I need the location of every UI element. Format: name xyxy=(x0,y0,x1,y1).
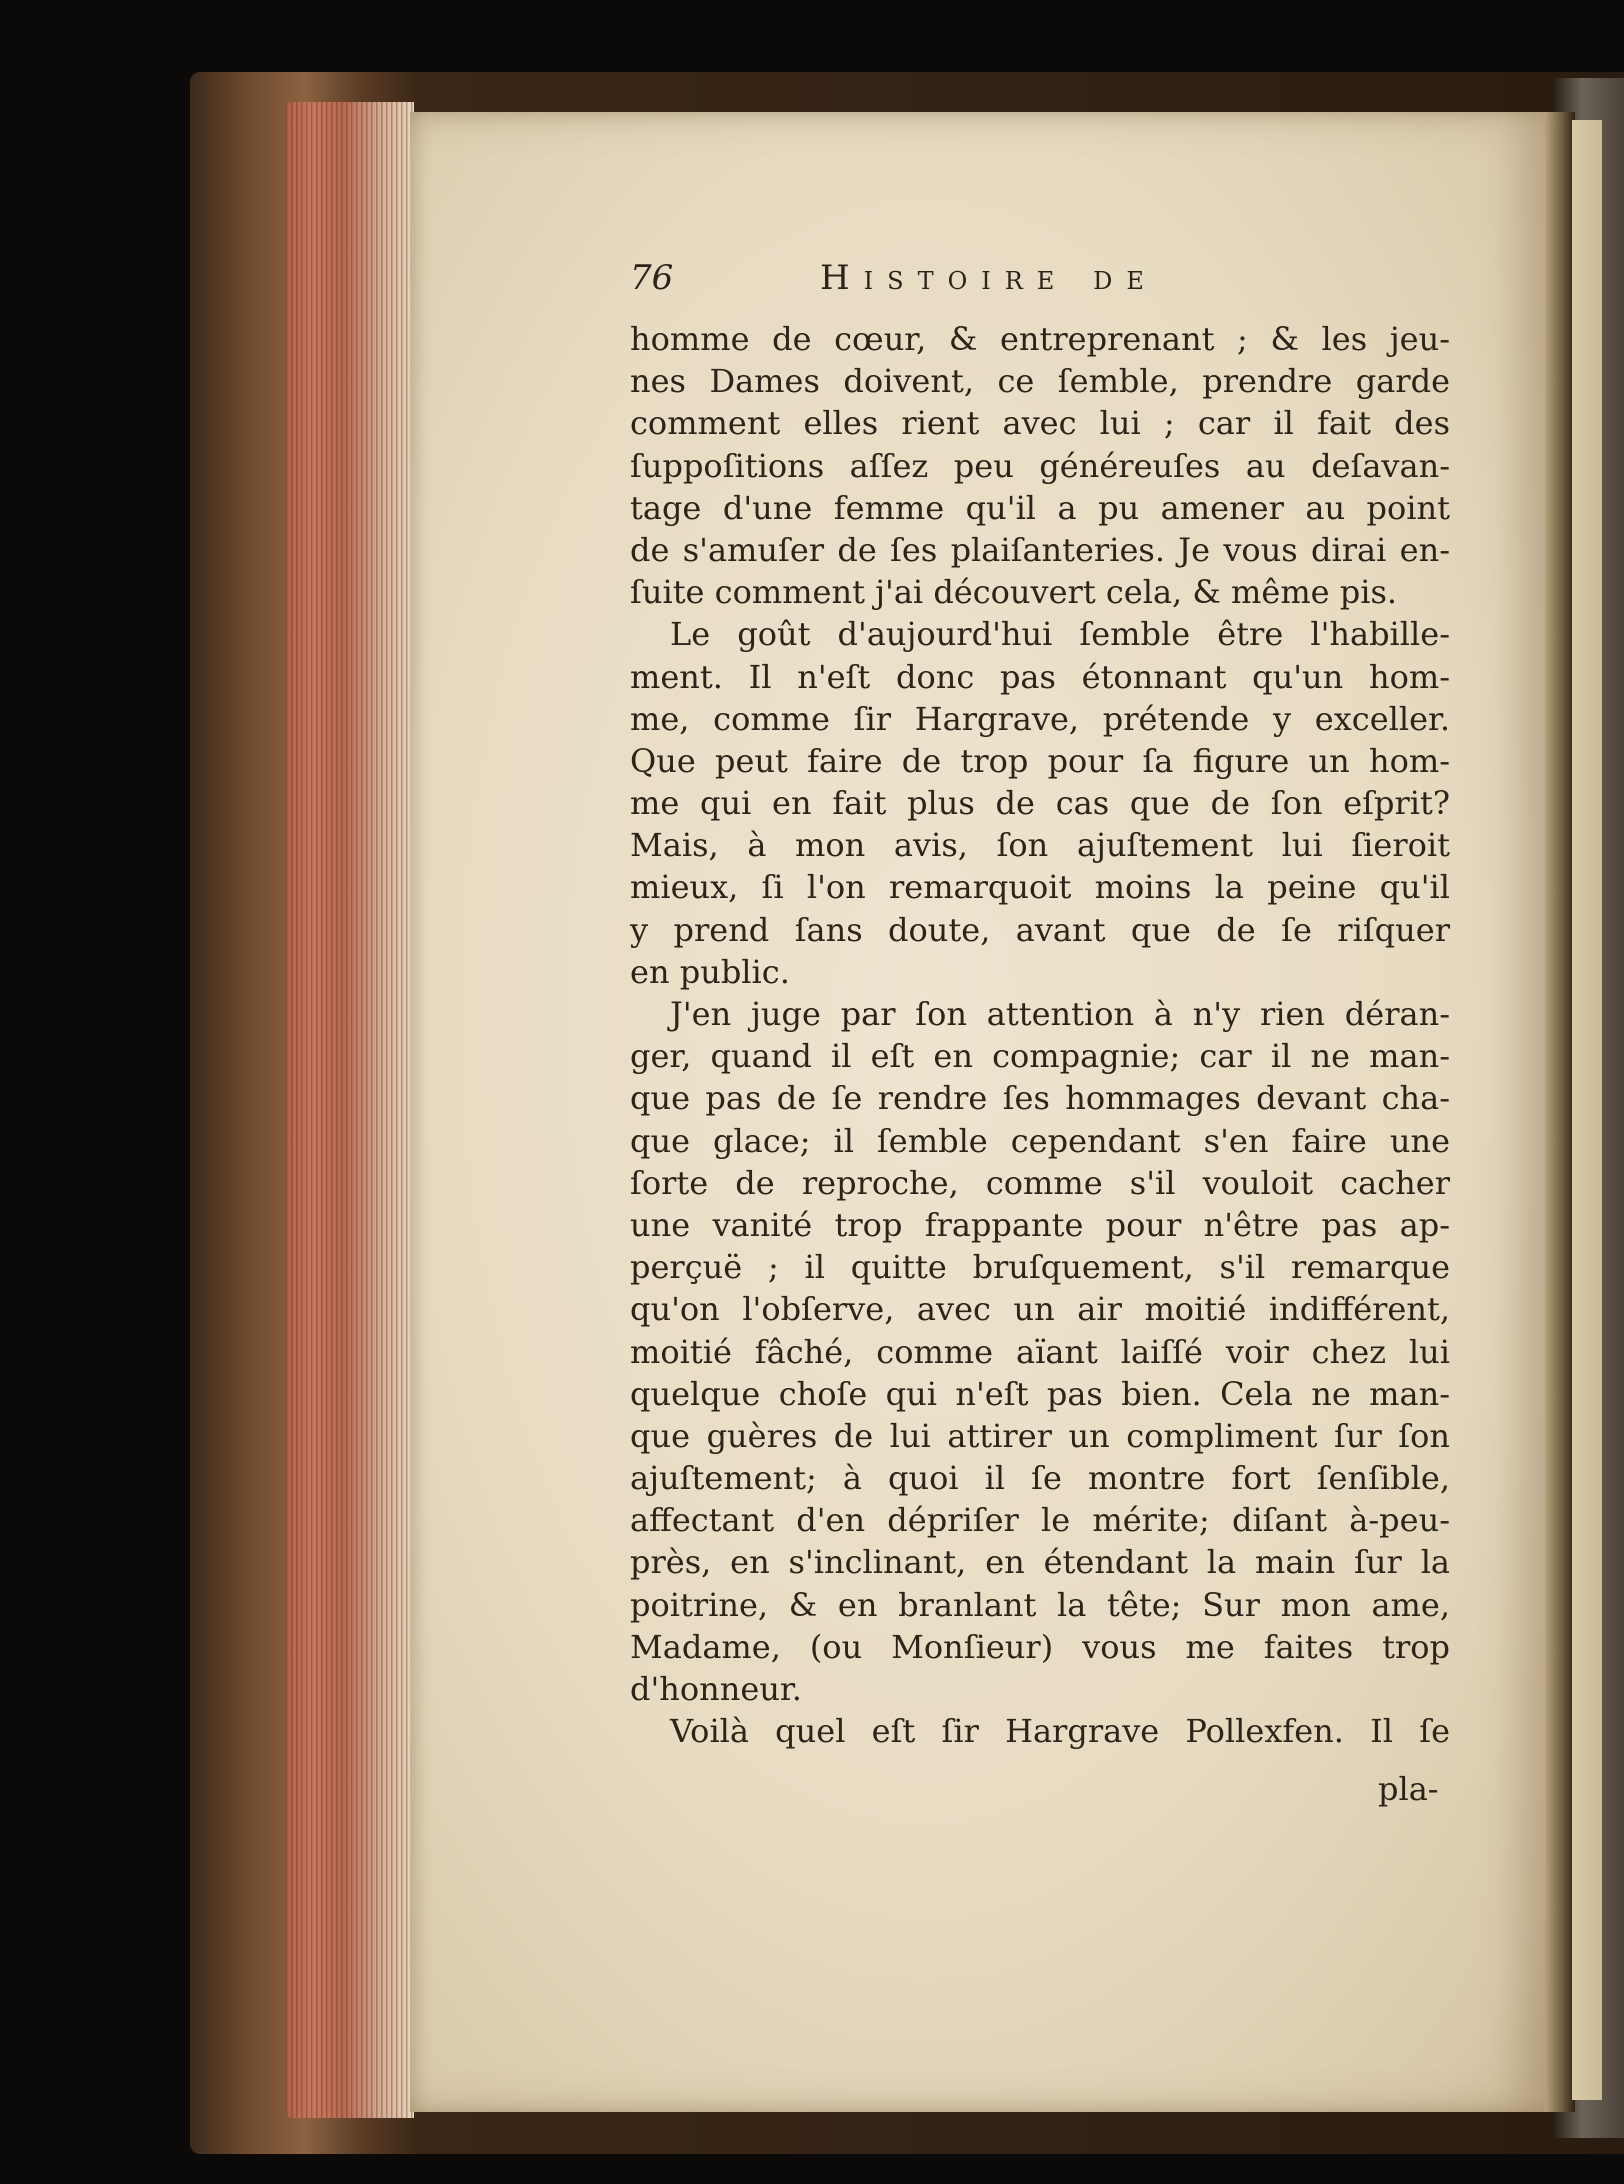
text-line: Madame, (ou Monſieur) vous me faites trop xyxy=(630,1627,1450,1666)
text-line: d'honneur. xyxy=(630,1670,802,1708)
text-line: en public. xyxy=(630,952,790,991)
text-line: mieux, ſi l'on remarquoit moins la peine qu'il xyxy=(630,868,1450,907)
text-line: ment. Il n'eſt donc pas étonnant qu'un hom- xyxy=(630,657,1450,696)
text-line: y prend ſans doute, avant que de ſe riſquer xyxy=(630,910,1450,949)
running-head: Histoire de xyxy=(820,258,1158,298)
text-line: affectant d'en dépriſer le mérite; diſant à-peu- xyxy=(630,1501,1450,1540)
text-line: comment elles rient avec lui ; car il fait des xyxy=(630,404,1450,443)
text-line: perçuë ; il quitte bruſquement, s'il remarque xyxy=(630,1248,1450,1287)
text-line: Mais, à mon avis, ſon ajuſtement lui ſieroit xyxy=(630,826,1450,865)
body-text xyxy=(630,318,1450,1752)
text-line: tage d'une femme qu'il a pu amener au point xyxy=(630,488,1450,527)
text-line: Le goût d'aujourd'hui ſemble être l'habille- xyxy=(670,615,1450,654)
page-edges xyxy=(286,102,414,2118)
text-line: que guères de lui attirer un compliment ſur ſon xyxy=(630,1416,1450,1455)
text-line: me qui en fait plus de cas que de ſon eſprit? xyxy=(630,784,1450,823)
text-line: de s'amuſer de ſes plaiſanteries. Je vous dirai en- xyxy=(630,530,1450,569)
text-line: qu'on l'obſerve, avec un air moitié indifférent, xyxy=(630,1290,1450,1329)
facing-page-edge xyxy=(1572,120,1602,2100)
page-gutter xyxy=(1545,112,1575,2112)
text-line: moitié fâché, comme aïant laiſſé voir chez lui xyxy=(630,1332,1450,1371)
catchword: pla- xyxy=(1378,1770,1439,1808)
text-line: une vanité trop frappante pour n'être pas ap- xyxy=(630,1205,1450,1244)
text-line: nes Dames doivent, ce ſemble, prendre garde xyxy=(630,362,1450,401)
text-line: quelque choſe qui n'eſt pas bien. Cela ne man- xyxy=(630,1374,1450,1413)
text-line: poitrine, & en branlant la tête; Sur mon ame, xyxy=(630,1585,1450,1624)
text-line: ſorte de reproche, comme s'il vouloit cacher xyxy=(630,1163,1450,1202)
text-line: Voilà quel eſt ſir Hargrave Pollexfen. Il ſe xyxy=(670,1712,1450,1751)
text-line: que pas de ſe rendre ſes hommages devant cha- xyxy=(630,1079,1450,1118)
page-number: 76 xyxy=(630,258,674,298)
text-line: J'en juge par ſon attention à n'y rien déran- xyxy=(670,995,1450,1033)
page-header xyxy=(630,258,1450,308)
text-line: ſuppoſitions aſſez peu généreuſes au deſavan- xyxy=(630,446,1450,485)
text-line: homme de cœur, & entreprenant ; & les jeu- xyxy=(630,320,1450,358)
text-line: ajuſtement; à quoi il ſe montre fort ſenſible, xyxy=(630,1459,1450,1498)
text-line: près, en s'inclinant, en étendant la main ſur la xyxy=(630,1543,1450,1582)
text-line: ſuite comment j'ai découvert cela, & même pis. xyxy=(630,573,1398,612)
text-line: Que peut faire de trop pour ſa figure un hom- xyxy=(630,741,1450,780)
text-line: ger, quand il eſt en compagnie; car il ne man- xyxy=(630,1037,1450,1076)
text-line: que glace; il ſemble cependant s'en faire une xyxy=(630,1121,1450,1160)
text-line: me, comme ſir Hargrave, prétende y exceller. xyxy=(630,699,1450,738)
